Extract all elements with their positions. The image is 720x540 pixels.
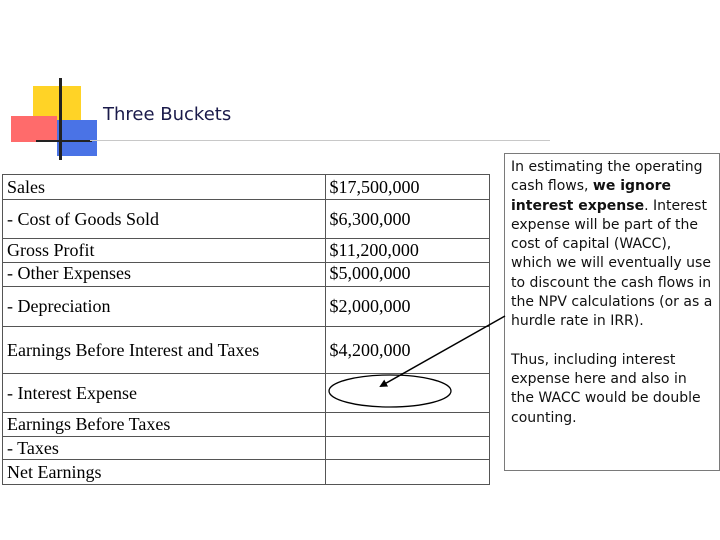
row-label: - Other Expenses — [3, 263, 326, 287]
row-label: Earnings Before Interest and Taxes — [3, 327, 326, 374]
pointer-arrow — [381, 316, 505, 386]
highlight-ellipse — [329, 375, 451, 407]
row-value: $2,000,000 — [325, 287, 489, 327]
note-tail-text: . Interest expense will be part of the cost of capital (WACC), which we will eventually use to discount the cash flows in the NPV calculations (or as a hurdle rate in IRR). — [511, 197, 713, 330]
row-label: - Depreciation — [3, 287, 326, 327]
row-label: - Cost of Goods Sold — [3, 200, 326, 239]
row-label: Earnings Before Taxes — [3, 413, 326, 437]
row-label: - Interest Expense — [3, 374, 326, 413]
row-value: $6,300,000 — [325, 200, 489, 239]
slide-title: Three Buckets — [103, 104, 232, 125]
row-label: Sales — [3, 175, 326, 200]
note-emphasis-text: we ignore interest expense — [511, 178, 672, 214]
row-value: $5,000,000 — [325, 263, 489, 287]
row-label: Gross Profit — [3, 239, 326, 263]
row-value: $17,500,000 — [325, 175, 489, 200]
note-lead-text: In estimating the operating cash flows, — [511, 159, 703, 195]
row-label: Net Earnings — [3, 460, 326, 485]
row-value: $11,200,000 — [325, 239, 489, 263]
row-label: - Taxes — [3, 437, 326, 460]
note-paragraph-2: Thus, including interest expense here and also in the WACC would be double counting. — [511, 351, 701, 426]
row-value: $4,200,000 — [325, 327, 489, 374]
